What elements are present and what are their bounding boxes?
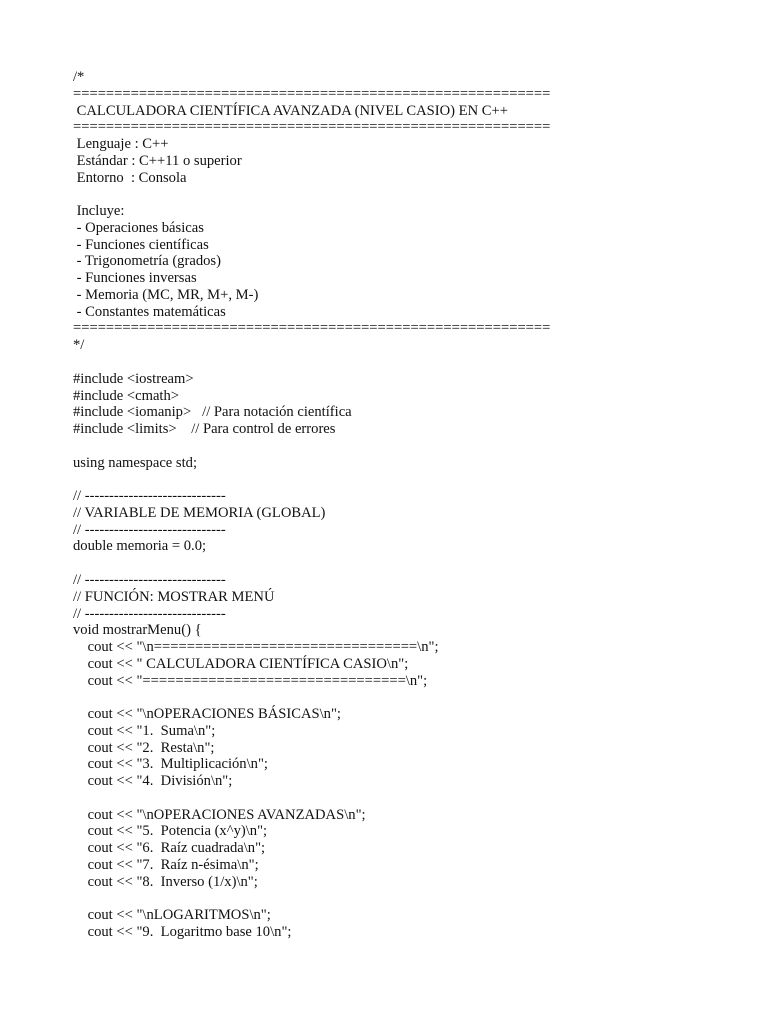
- blank-line: [73, 186, 733, 203]
- blank-line: [73, 891, 733, 908]
- code-line: cout << "9. Logaritmo base 10\n";: [73, 924, 292, 941]
- code-line: // VARIABLE DE MEMORIA (GLOBAL): [73, 504, 326, 521]
- code-line: // -----------------------------: [73, 488, 226, 505]
- code-line: #include <limits> // Para control de errores: [73, 421, 336, 438]
- code-line: cout << "\n================================\n";: [73, 639, 439, 656]
- code-document: [73, 69, 733, 941]
- code-line: #include <cmath>: [73, 387, 180, 404]
- code-line: void mostrarMenu() {: [73, 622, 202, 639]
- code-line: cout << "\nOPERACIONES AVANZADAS\n";: [73, 806, 366, 823]
- code-line: // FUNCIÓN: MOSTRAR MENÚ: [73, 588, 275, 605]
- code-line: - Funciones científicas: [73, 236, 209, 253]
- code-line: cout << "1. Suma\n";: [73, 722, 216, 739]
- code-line: Entorno : Consola: [73, 169, 187, 186]
- separator-line: ==========================================================: [73, 85, 551, 102]
- separator-line: ==========================================================: [73, 119, 551, 136]
- code-line: // -----------------------------: [73, 571, 226, 588]
- code-line: #include <iostream>: [73, 370, 194, 387]
- code-line: Estándar : C++11 o superior: [73, 152, 242, 169]
- code-line: #include <iomanip> // Para notación científica: [73, 404, 352, 421]
- code-line: Incluye:: [73, 203, 125, 220]
- code-line: cout << "5. Potencia (x^y)\n";: [73, 823, 268, 840]
- document-title-line: CALCULADORA CIENTÍFICA AVANZADA (NIVEL CASIO) EN C++: [73, 102, 508, 119]
- code-line: - Constantes matemáticas: [73, 303, 226, 320]
- code-line: double memoria = 0.0;: [73, 538, 207, 555]
- code-line: // -----------------------------: [73, 605, 226, 622]
- code-line: cout << "3. Multiplicación\n";: [73, 756, 268, 773]
- code-line: cout << "7. Raíz n-ésima\n";: [73, 856, 259, 873]
- blank-line: [73, 471, 733, 488]
- code-line: - Operaciones básicas: [73, 219, 204, 236]
- blank-line: [73, 689, 733, 706]
- code-line: - Memoria (MC, MR, M+, M-): [73, 286, 259, 303]
- code-line: cout << "\nLOGARITMOS\n";: [73, 907, 271, 924]
- code-line: cout << " CALCULADORA CIENTÍFICA CASIO\n";: [73, 655, 409, 672]
- code-line: - Funciones inversas: [73, 270, 197, 287]
- code-line: using namespace std;: [73, 454, 198, 471]
- code-line: cout << "\nOPERACIONES BÁSICAS\n";: [73, 706, 341, 723]
- blank-line: [73, 354, 733, 371]
- code-line: cout << "================================\n";: [73, 672, 428, 689]
- code-line: /*: [73, 69, 85, 85]
- code-line: cout << "4. División\n";: [73, 773, 233, 790]
- blank-line: [73, 790, 733, 807]
- code-line: */: [73, 337, 85, 354]
- separator-line: ==========================================================: [73, 320, 551, 337]
- code-line: cout << "6. Raíz cuadrada\n";: [73, 840, 266, 857]
- code-line: cout << "2. Resta\n";: [73, 739, 215, 756]
- code-line: // -----------------------------: [73, 521, 226, 538]
- code-line: Lenguaje : C++: [73, 136, 169, 153]
- code-line: cout << "8. Inverso (1/x)\n";: [73, 873, 258, 890]
- blank-line: [73, 438, 733, 455]
- blank-line: [73, 555, 733, 572]
- code-line: - Trigonometría (grados): [73, 253, 221, 270]
